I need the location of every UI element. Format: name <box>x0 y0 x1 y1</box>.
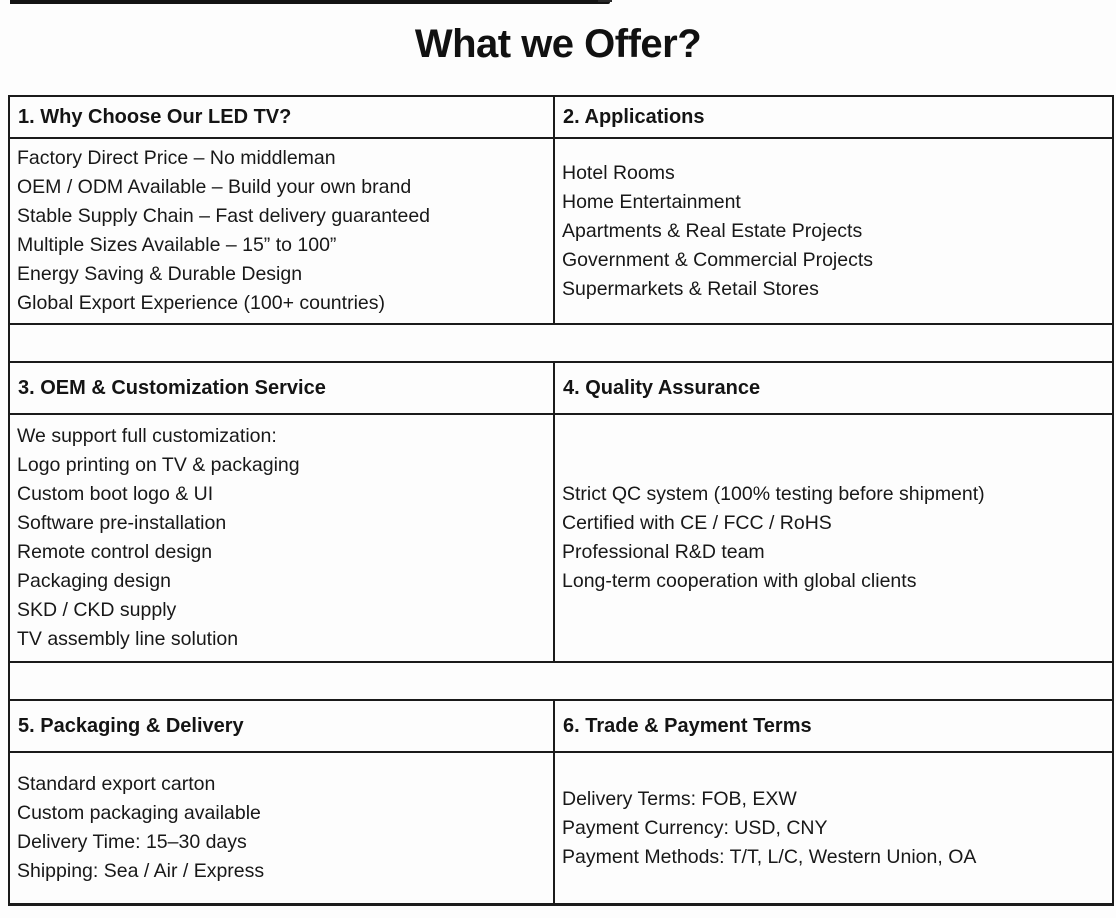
text-line: Delivery Time: 15–30 days <box>17 831 247 853</box>
section-1-header: 1. Why Choose Our LED TV? <box>10 97 555 137</box>
text-line: Energy Saving & Durable Design <box>17 263 303 285</box>
text-line: We support full customization: <box>17 425 277 447</box>
text-line: Shipping: Sea / Air / Express <box>17 860 265 882</box>
section-6-body <box>555 753 1112 903</box>
text-line: Strict QC system (100% testing before shipment) <box>562 483 985 505</box>
text-line: Government & Commercial Projects <box>562 248 874 271</box>
text-line: Global Export Experience (100+ countries) <box>17 292 385 314</box>
section-3-header: 3. OEM & Customization Service <box>10 363 555 413</box>
text-line: Remote control design <box>17 541 213 563</box>
text-line: Payment Methods: T/T, L/C, Western Union, OA <box>562 845 977 868</box>
text-line: OEM / ODM Available – Build your own brand <box>17 176 412 198</box>
text-line: Supermarkets & Retail Stores <box>562 277 819 300</box>
text-line: Factory Direct Price – No middleman <box>17 147 336 169</box>
section-4-header: 4. Quality Assurance <box>563 376 761 399</box>
section-2-body <box>555 139 1112 323</box>
section-1-body <box>10 139 555 323</box>
text-line: Multiple Sizes Available – 15” to 100” <box>17 234 337 256</box>
section-5-header: 5. Packaging & Delivery <box>10 701 555 751</box>
content-row-2 <box>10 413 1112 661</box>
offer-table <box>8 95 1114 906</box>
text-line: Packaging design <box>17 570 171 592</box>
page-title: What we Offer? <box>414 22 702 66</box>
text-line: Stable Supply Chain – Fast delivery guaranteed <box>17 205 431 227</box>
spacer-row <box>10 323 1112 361</box>
section-5-body <box>10 753 555 903</box>
scan-artifact-bar-tail <box>598 0 612 2</box>
text-line: Payment Currency: USD, CNY <box>562 816 828 839</box>
text-line: Custom boot logo & UI <box>17 483 214 505</box>
text-line: Home Entertainment <box>562 190 741 213</box>
section-3-body <box>10 415 555 661</box>
content-row-3 <box>10 751 1112 903</box>
text-line: SKD / CKD supply <box>17 599 177 621</box>
text-line: TV assembly line solution <box>17 628 239 650</box>
text-line: Long-term cooperation with global clients <box>562 570 917 592</box>
text-line: Delivery Terms: FOB, EXW <box>562 787 797 810</box>
text-line: Apartments & Real Estate Projects <box>562 219 863 242</box>
spacer-row <box>10 661 1112 699</box>
text-line: Standard export carton <box>17 773 216 795</box>
header-row-2 <box>10 361 1112 413</box>
text-line: Hotel Rooms <box>562 161 675 184</box>
text-line: Certified with CE / FCC / RoHS <box>562 512 832 534</box>
text-line: Professional R&D team <box>562 541 765 563</box>
content-row-1 <box>10 137 1112 323</box>
text-line: Custom packaging available <box>17 802 261 824</box>
section-6-header: 6. Trade & Payment Terms <box>563 714 812 737</box>
section-4-body <box>555 415 1112 661</box>
header-row-1 <box>10 97 1112 137</box>
text-line: Software pre-installation <box>17 512 227 534</box>
section-2-header: 2. Applications <box>563 105 705 128</box>
header-row-3 <box>10 699 1112 751</box>
text-line: Logo printing on TV & packaging <box>17 454 300 476</box>
scan-artifact-bar <box>10 0 610 4</box>
